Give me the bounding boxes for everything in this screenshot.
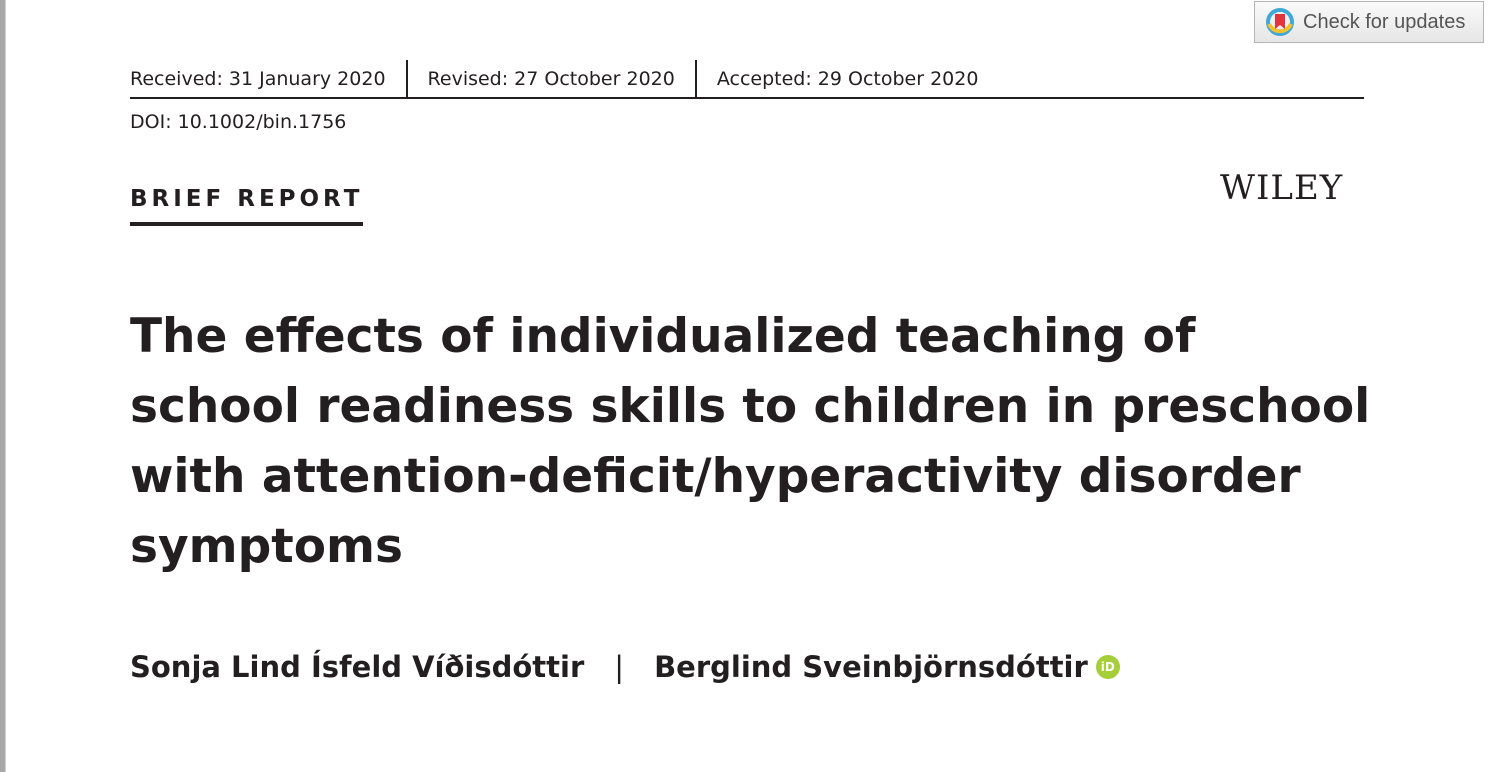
author-separator: | — [614, 650, 625, 684]
revised-date: Revised: 27 October 2020 — [406, 60, 695, 97]
doi[interactable]: DOI: 10.1002/bin.1756 — [130, 111, 347, 133]
viewer-left-edge — [0, 0, 6, 772]
section-label: BRIEF REPORT — [130, 186, 363, 226]
check-for-updates-button[interactable] — [1254, 1, 1484, 43]
dates-row — [130, 60, 1364, 99]
accepted-date: Accepted: 29 October 2020 — [695, 60, 999, 97]
check-for-updates-label: Check for updates — [1303, 10, 1466, 33]
author-2[interactable]: Berglind Sveinbjörnsdóttir — [654, 650, 1088, 684]
author-1[interactable]: Sonja Lind Ísfeld Víðisdóttir — [130, 650, 585, 684]
article-title: The effects of individualized teaching of school readiness skills to children in preschool with attention-deficit/hyperactivity disorder symptoms — [130, 309, 1371, 574]
publisher-logo: WILEY — [1220, 168, 1344, 208]
orcid-icon[interactable]: iD — [1096, 655, 1120, 679]
author-list — [130, 650, 1120, 684]
received-date: Received: 31 January 2020 — [130, 67, 386, 90]
crossmark-icon — [1265, 7, 1295, 37]
